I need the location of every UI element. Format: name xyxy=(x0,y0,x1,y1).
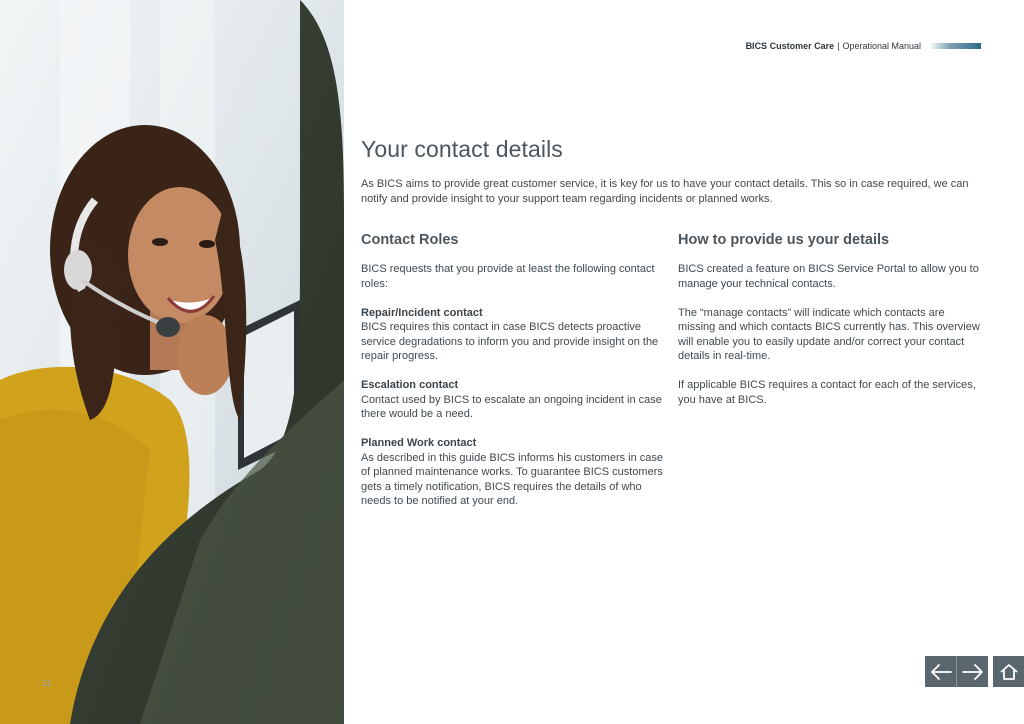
arrow-right-icon xyxy=(961,663,985,681)
role-title: Escalation contact xyxy=(361,379,459,391)
contact-roles-heading: Contact Roles xyxy=(361,232,459,248)
role-escalation xyxy=(361,378,664,422)
provide-details-heading: How to provide us your details xyxy=(678,232,890,248)
content-columns xyxy=(361,232,981,523)
home-button[interactable] xyxy=(993,656,1024,687)
contact-roles-column xyxy=(361,232,664,523)
role-title: Planned Work contact xyxy=(361,437,477,449)
document-title: Operational Manual xyxy=(842,41,921,51)
contact-roles-lead: BICS requests that you provide at least the following contact roles: xyxy=(361,263,655,290)
header-accent-bar xyxy=(929,43,981,49)
home-navigation xyxy=(993,656,1024,687)
header-separator: | xyxy=(837,41,840,51)
headset-agent-illustration xyxy=(0,0,344,724)
role-title: Repair/Incident contact xyxy=(361,306,483,319)
role-description: BICS requires this contact in case BICS detects proactive service degradations to inform you and provide insight on the repair progress. xyxy=(361,321,659,362)
role-description: As described in this guide BICS informs his customers in case of planned maintenance works. To guarantee BICS customers gets a timely notification, BICS requires the details of who needs to be notified at your end. xyxy=(361,451,664,507)
details-paragraph: BICS created a feature on BICS Service Portal to allow you to manage your technical contacts. xyxy=(678,263,979,290)
role-description: Contact used by BICS to escalate an ongoing incident in case there would be a need. xyxy=(361,393,662,420)
details-paragraph: If applicable BICS requires a contact for each of the services, you have at BICS. xyxy=(678,379,976,406)
details-paragraph: The “manage contacts” will indicate which contacts are missing and which contacts BICS currently has. This overview will enable you to easily update and/or correct your contact details in real-time. xyxy=(678,306,980,362)
role-repair-incident xyxy=(361,306,664,364)
page-title: Your contact details xyxy=(361,136,563,162)
main-content xyxy=(361,136,981,523)
role-planned-work xyxy=(361,436,664,509)
provide-details-column xyxy=(678,232,981,523)
hero-photo xyxy=(0,0,344,724)
document-header xyxy=(746,41,981,51)
page-number: 11 xyxy=(42,678,52,688)
next-page-button[interactable] xyxy=(956,656,988,687)
page-navigation xyxy=(925,656,988,687)
arrow-left-icon xyxy=(929,663,953,681)
brand-name: BICS Customer Care xyxy=(745,41,835,51)
intro-paragraph: As BICS aims to provide great customer service, it is key for us to have your contact details. This so in case required, we can notify and provide insight to your support team regarding incidents or planned works. xyxy=(361,178,969,205)
previous-page-button[interactable] xyxy=(925,656,956,687)
home-icon xyxy=(999,663,1019,681)
